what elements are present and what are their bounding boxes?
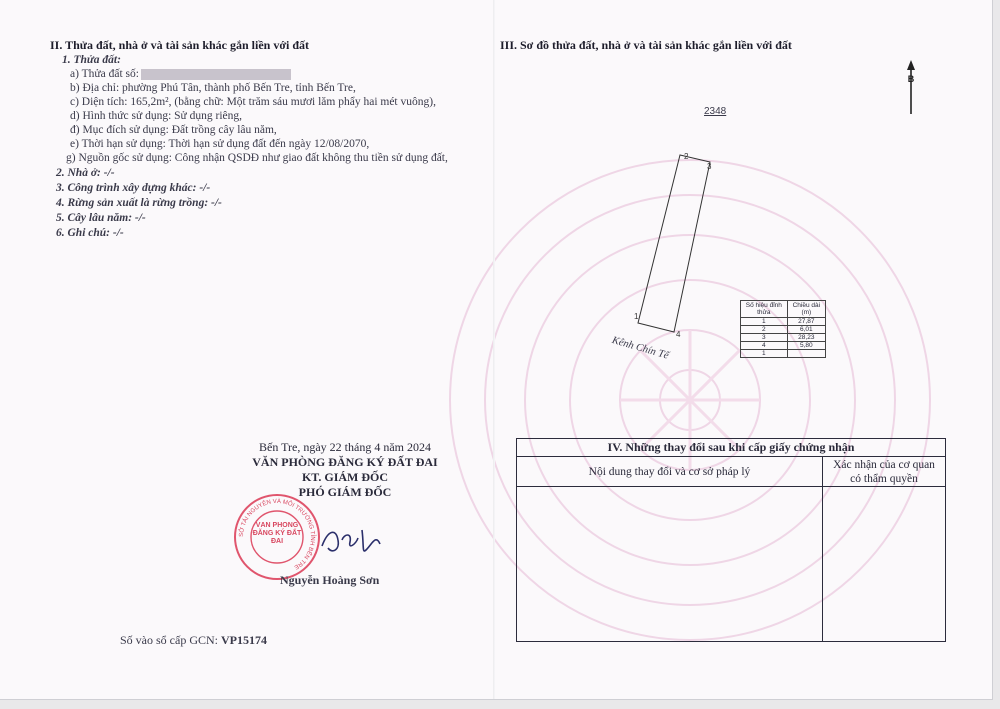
deputy-director: PHÓ GIÁM ĐỐC — [298, 485, 392, 499]
vertex-2-label: 2 — [684, 152, 689, 161]
usage-form-line: d) Hình thức sử dụng: Sử dụng riêng, — [70, 110, 243, 122]
page-fold — [493, 0, 495, 699]
registry-label: Số vào sổ cấp GCN: — [120, 633, 218, 647]
item-1-title: 1. Thửa đất: — [62, 54, 121, 66]
office-name: VĂN PHÒNG ĐĂNG KÝ ĐẤT ĐAI — [252, 455, 438, 469]
signature-block — [200, 440, 490, 500]
north-label: B — [907, 74, 915, 84]
item-6-note: 6. Ghi chú: -/- — [56, 227, 124, 239]
neighbor-parcel-label: 2348 — [704, 106, 727, 117]
usage-term-line: e) Thời hạn sử dụng: Thời hạn sử dụng đất đến ngày 12/08/2070, — [70, 138, 370, 150]
changes-col1-header: Nội dung thay đổi và cơ sở pháp lý — [517, 457, 822, 487]
usage-origin-line: g) Nguồn gốc sử dụng: Công nhận QSDĐ như giao đất không thu tiền sử dụng đất, — [66, 152, 448, 164]
table-row — [741, 334, 826, 342]
item-3-construction: 3. Công trình xây dựng khác: -/- — [56, 182, 211, 194]
changes-content-column — [517, 457, 823, 641]
address-line: b) Địa chỉ: phường Phú Tân, thành phố Bến Tre, tỉnh Bến Tre, — [70, 82, 356, 94]
item-5-trees: 5. Cây lâu năm: -/- — [56, 212, 146, 224]
canal-label: Kênh Chín Tế — [610, 334, 670, 362]
length-cell: 27,87 — [787, 318, 825, 326]
length-cell: 5,80 — [787, 342, 825, 350]
table-row — [741, 350, 826, 358]
signer-name: Nguyễn Hoàng Sơn — [280, 573, 380, 587]
length-cell: 6,01 — [787, 326, 825, 334]
vertex-3-label: 3 — [707, 162, 712, 171]
stamp-ring-text: SỞ TÀI NGUYÊN VÀ MÔI TRƯỜNG TỈNH BẾN TRE — [238, 498, 316, 570]
vertex-1-label: 1 — [634, 312, 639, 321]
length-cell — [787, 350, 825, 358]
area-line: c) Diện tích: 165,2m², (bằng chữ: Một trăm sáu mươi lăm phẩy hai mét vuông), — [70, 96, 436, 108]
parcel-number-label: a) Thửa đất số: — [70, 68, 139, 80]
kt-director: KT. GIÁM ĐỐC — [301, 470, 389, 484]
changes-title: IV. Những thay đổi sau khi cấp giấy chứng nhận — [517, 439, 945, 457]
section-iii-title: III. Sơ đồ thửa đất, nhà ở và tài sản khác gắn liền với đất — [500, 38, 792, 52]
changes-confirm-column — [823, 457, 945, 641]
point-cell: 3 — [741, 334, 788, 342]
vertex-4-label: 4 — [676, 330, 681, 339]
point-cell: 1 — [741, 318, 788, 326]
table-row — [741, 318, 826, 326]
item-4-forest: 4. Rừng sản xuất là rừng trồng: -/- — [56, 197, 222, 209]
section-ii-title: II. Thửa đất, nhà ở và tài sản khác gắn liền với đất — [50, 38, 310, 52]
point-cell: 1 — [741, 350, 788, 358]
handwritten-signature — [318, 520, 388, 560]
parcel-diagram — [600, 145, 730, 365]
changes-col2-header: Xác nhận của cơ quan có thẩm quyền — [823, 457, 945, 487]
parcel-number-line — [70, 67, 291, 82]
table-row — [741, 326, 826, 334]
north-arrow-icon — [903, 58, 919, 118]
changes-table — [516, 438, 946, 642]
length-cell: 28,23 — [787, 334, 825, 342]
usage-purpose-line: đ) Mục đích sử dụng: Đất trồng cây lâu năm, — [70, 124, 277, 136]
date-line: Bến Tre, ngày 22 tháng 4 năm 2024 — [259, 440, 431, 454]
point-cell: 4 — [741, 342, 788, 350]
length-table-col-point: Số hiệu đỉnh thửa — [741, 301, 788, 318]
point-cell: 2 — [741, 326, 788, 334]
edge-length-table — [740, 300, 826, 358]
redacted-block — [141, 69, 291, 80]
registry-line — [120, 633, 267, 648]
registry-value: VP15174 — [221, 633, 267, 647]
stamp-center-text: VĂN PHÒNG ĐĂNG KÝ ĐẤT ĐAI — [252, 522, 302, 545]
official-stamp — [232, 492, 322, 582]
item-2-house: 2. Nhà ở: -/- — [56, 167, 115, 179]
table-row — [741, 342, 826, 350]
length-table-col-length: Chiều dài (m) — [787, 301, 825, 318]
